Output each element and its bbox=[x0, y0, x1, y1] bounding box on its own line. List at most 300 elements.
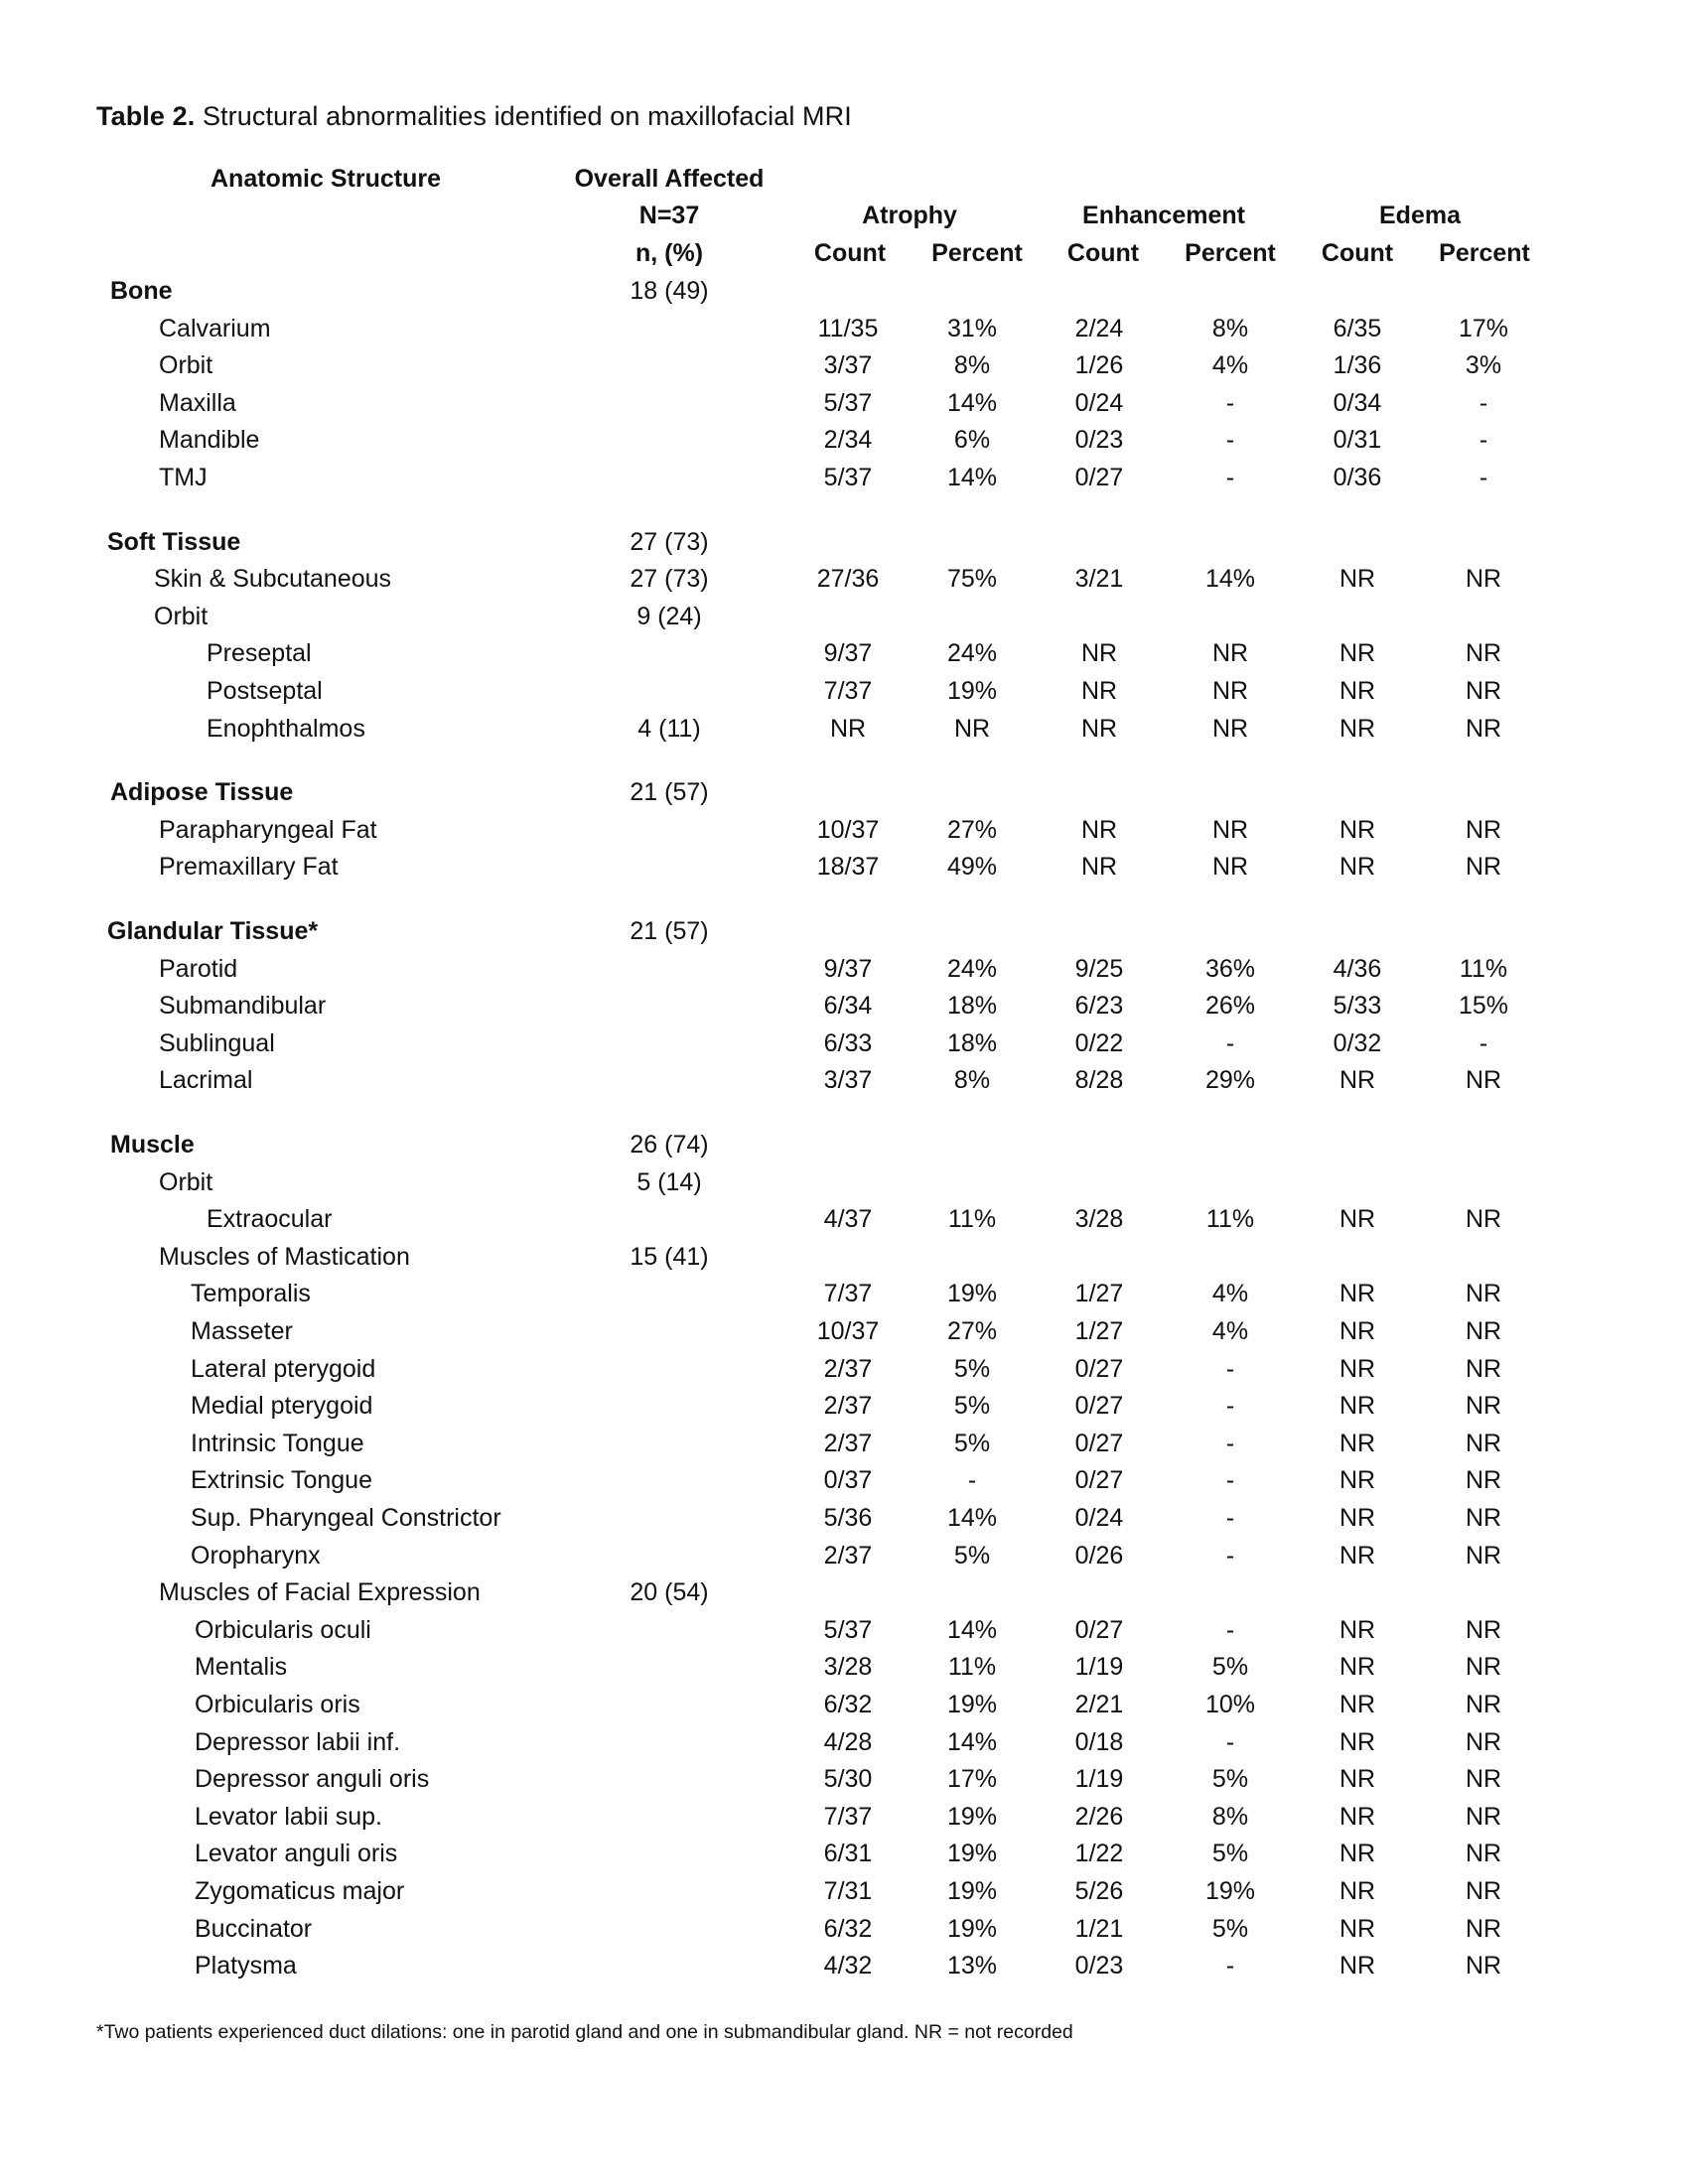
enhancement-count-value: 0/27 bbox=[1074, 1355, 1124, 1383]
edema-count-value: NR bbox=[1338, 1616, 1376, 1644]
table-row bbox=[0, 1280, 1688, 1316]
atrophy-percent-value: 24% bbox=[946, 639, 998, 667]
enhancement-percent-value: 14% bbox=[1204, 565, 1256, 593]
enhancement-percent-value: - bbox=[1225, 1728, 1235, 1756]
enhancement-percent-value: 10% bbox=[1204, 1691, 1256, 1718]
overall-affected-value: 27 (73) bbox=[630, 565, 709, 593]
table-row bbox=[0, 1542, 1688, 1578]
atrophy-count-value: 27/36 bbox=[816, 565, 880, 593]
atrophy-percent-value: 19% bbox=[946, 1691, 998, 1718]
atrophy-count-value: 2/37 bbox=[823, 1392, 873, 1420]
structure-label: Skin & Subcutaneous bbox=[154, 565, 392, 593]
atrophy-percent-value: 5% bbox=[953, 1392, 991, 1420]
edema-count-value: 0/32 bbox=[1333, 1029, 1382, 1057]
structure-label: Mandible bbox=[159, 426, 260, 454]
edema-count-value: 0/34 bbox=[1333, 389, 1382, 417]
enhancement-percent-value: - bbox=[1225, 1355, 1235, 1383]
enhancement-percent-value: 29% bbox=[1204, 1066, 1256, 1094]
structure-label: Postseptal bbox=[207, 677, 323, 705]
atrophy-count-value: 0/37 bbox=[823, 1466, 873, 1494]
enhancement-count-value: 0/23 bbox=[1074, 426, 1124, 454]
table-row bbox=[0, 1803, 1688, 1840]
table-row bbox=[0, 1243, 1688, 1280]
header-enhancement-percent: Percent bbox=[1185, 239, 1276, 267]
edema-percent-value: NR bbox=[1465, 1504, 1502, 1532]
enhancement-percent-value: 26% bbox=[1204, 992, 1256, 1020]
header-edema-count: Count bbox=[1321, 239, 1394, 267]
atrophy-percent-value: 5% bbox=[953, 1430, 991, 1457]
structure-label: Submandibular bbox=[159, 992, 327, 1020]
atrophy-count-value: 5/37 bbox=[823, 1616, 873, 1644]
enhancement-count-value: 0/27 bbox=[1074, 1430, 1124, 1457]
header-overall-n-pct: n, (%) bbox=[634, 239, 704, 267]
atrophy-percent-value: 14% bbox=[946, 1728, 998, 1756]
table-row bbox=[0, 1029, 1688, 1066]
structure-label: Orbit bbox=[159, 1168, 213, 1196]
edema-count-value: NR bbox=[1338, 1504, 1376, 1532]
edema-count-value: NR bbox=[1338, 1877, 1376, 1905]
structure-label: Calvarium bbox=[159, 315, 271, 342]
structure-label: Lateral pterygoid bbox=[191, 1355, 376, 1383]
table-row bbox=[0, 389, 1688, 426]
atrophy-percent-value: 27% bbox=[946, 1317, 998, 1345]
edema-percent-value: NR bbox=[1465, 1317, 1502, 1345]
atrophy-count-value: 6/32 bbox=[823, 1691, 873, 1718]
enhancement-count-value: 5/26 bbox=[1074, 1877, 1124, 1905]
overall-affected-value: 21 (57) bbox=[630, 778, 709, 806]
table-number: Table 2. bbox=[96, 101, 196, 131]
edema-count-value: NR bbox=[1338, 816, 1376, 844]
structure-label: Orbicularis oris bbox=[195, 1691, 360, 1718]
structure-label: Muscle bbox=[110, 1131, 195, 1159]
atrophy-percent-value: 18% bbox=[946, 1029, 998, 1057]
edema-percent-value: NR bbox=[1465, 816, 1502, 844]
table-row bbox=[0, 1952, 1688, 1988]
edema-count-value: NR bbox=[1338, 1542, 1376, 1570]
edema-count-value: NR bbox=[1338, 853, 1376, 881]
structure-label: Platysma bbox=[195, 1952, 297, 1979]
atrophy-count-value: 10/37 bbox=[816, 1317, 880, 1345]
atrophy-count-value: 2/37 bbox=[823, 1542, 873, 1570]
atrophy-percent-value: 19% bbox=[946, 1280, 998, 1307]
structure-label: Parapharyngeal Fat bbox=[159, 816, 377, 844]
atrophy-percent-value: - bbox=[967, 1466, 977, 1494]
edema-percent-value: - bbox=[1478, 426, 1488, 454]
header-atrophy: Atrophy bbox=[862, 202, 957, 229]
footnote: *Two patients experienced duct dilations: one in parotid gland and one in submandibular gland. NR = not recorded bbox=[96, 2021, 1073, 2043]
edema-count-value: NR bbox=[1338, 1840, 1376, 1867]
structure-label: Masseter bbox=[191, 1317, 293, 1345]
structure-label: Glandular Tissue* bbox=[107, 917, 319, 945]
atrophy-percent-value: 8% bbox=[953, 1066, 991, 1094]
enhancement-count-value: NR bbox=[1080, 715, 1118, 743]
edema-count-value: 4/36 bbox=[1333, 955, 1382, 983]
edema-count-value: NR bbox=[1338, 1355, 1376, 1383]
edema-percent-value: NR bbox=[1465, 1803, 1502, 1831]
atrophy-count-value: 10/37 bbox=[816, 816, 880, 844]
structure-label: Soft Tissue bbox=[107, 528, 241, 556]
edema-percent-value: NR bbox=[1465, 1205, 1502, 1233]
edema-count-value: 0/31 bbox=[1333, 426, 1382, 454]
enhancement-percent-value: 36% bbox=[1204, 955, 1256, 983]
enhancement-percent-value: - bbox=[1225, 1616, 1235, 1644]
edema-percent-value: 15% bbox=[1458, 992, 1509, 1020]
table-row bbox=[0, 1466, 1688, 1503]
edema-percent-value: NR bbox=[1465, 1392, 1502, 1420]
enhancement-count-value: 1/19 bbox=[1074, 1765, 1124, 1793]
enhancement-percent-value: - bbox=[1225, 1504, 1235, 1532]
edema-percent-value: NR bbox=[1465, 853, 1502, 881]
edema-percent-value: NR bbox=[1465, 1066, 1502, 1094]
structure-label: Adipose Tissue bbox=[110, 778, 294, 806]
overall-affected-value: 21 (57) bbox=[630, 917, 709, 945]
structure-label: Sup. Pharyngeal Constrictor bbox=[191, 1504, 501, 1532]
edema-percent-value: NR bbox=[1465, 1466, 1502, 1494]
atrophy-percent-value: 6% bbox=[953, 426, 991, 454]
atrophy-count-value: 11/35 bbox=[817, 315, 879, 342]
table-row bbox=[0, 992, 1688, 1028]
atrophy-count-value: 7/37 bbox=[823, 677, 873, 705]
atrophy-count-value: 6/34 bbox=[823, 992, 873, 1020]
structure-label: Bone bbox=[110, 277, 173, 305]
structure-label: Lacrimal bbox=[159, 1066, 253, 1094]
enhancement-count-value: 0/27 bbox=[1074, 1392, 1124, 1420]
atrophy-percent-value: 11% bbox=[947, 1205, 997, 1233]
structure-label: Depressor labii inf. bbox=[195, 1728, 401, 1756]
edema-percent-value: 3% bbox=[1465, 351, 1502, 379]
enhancement-count-value: 0/23 bbox=[1074, 1952, 1124, 1979]
atrophy-count-value: 5/37 bbox=[823, 389, 873, 417]
atrophy-percent-value: 11% bbox=[947, 1653, 997, 1681]
edema-percent-value: - bbox=[1478, 1029, 1488, 1057]
table-row bbox=[0, 1691, 1688, 1727]
atrophy-count-value: 7/37 bbox=[823, 1280, 873, 1307]
structure-label: Temporalis bbox=[191, 1280, 311, 1307]
enhancement-count-value: 3/21 bbox=[1074, 565, 1124, 593]
edema-percent-value: - bbox=[1478, 464, 1488, 491]
atrophy-percent-value: 5% bbox=[953, 1542, 991, 1570]
edema-count-value: NR bbox=[1338, 1280, 1376, 1307]
structure-label: Extrinsic Tongue bbox=[191, 1466, 372, 1494]
enhancement-count-value: 1/21 bbox=[1074, 1915, 1124, 1943]
header-atrophy-count: Count bbox=[813, 239, 887, 267]
section-row bbox=[0, 778, 1688, 815]
enhancement-count-value: 3/28 bbox=[1074, 1205, 1124, 1233]
table-row bbox=[0, 1504, 1688, 1541]
edema-count-value: NR bbox=[1338, 1466, 1376, 1494]
atrophy-count-value: 3/28 bbox=[823, 1653, 873, 1681]
structure-label: Orbit bbox=[154, 603, 209, 630]
structure-label: Preseptal bbox=[207, 639, 312, 667]
enhancement-percent-value: 5% bbox=[1211, 1840, 1249, 1867]
enhancement-count-value: 1/19 bbox=[1074, 1653, 1124, 1681]
table-row bbox=[0, 1392, 1688, 1429]
header-atrophy-percent: Percent bbox=[931, 239, 1023, 267]
enhancement-count-value: 8/28 bbox=[1074, 1066, 1124, 1094]
enhancement-count-value: 1/27 bbox=[1074, 1317, 1124, 1345]
table-row bbox=[0, 715, 1688, 751]
structure-label: Orbicularis oculi bbox=[195, 1616, 371, 1644]
atrophy-count-value: 9/37 bbox=[823, 955, 873, 983]
atrophy-percent-value: 75% bbox=[946, 565, 998, 593]
edema-count-value: 0/36 bbox=[1333, 464, 1382, 491]
atrophy-count-value: 2/37 bbox=[823, 1430, 873, 1457]
edema-percent-value: NR bbox=[1465, 1765, 1502, 1793]
section-row bbox=[0, 528, 1688, 565]
header-overall-affected: Overall Affected bbox=[574, 165, 765, 193]
atrophy-count-value: 6/32 bbox=[823, 1915, 873, 1943]
atrophy-count-value: 9/37 bbox=[823, 639, 873, 667]
edema-count-value: NR bbox=[1338, 1653, 1376, 1681]
edema-percent-value: NR bbox=[1465, 1280, 1502, 1307]
edema-count-value: NR bbox=[1338, 1803, 1376, 1831]
edema-percent-value: NR bbox=[1465, 677, 1502, 705]
edema-percent-value: NR bbox=[1465, 565, 1502, 593]
structure-label: TMJ bbox=[159, 464, 208, 491]
enhancement-percent-value: - bbox=[1225, 1466, 1235, 1494]
enhancement-count-value: 0/27 bbox=[1074, 1466, 1124, 1494]
edema-count-value: NR bbox=[1338, 639, 1376, 667]
structure-label: Levator labii sup. bbox=[195, 1803, 383, 1831]
overall-affected-value: 26 (74) bbox=[630, 1131, 709, 1159]
enhancement-count-value: 0/24 bbox=[1074, 1504, 1124, 1532]
table-row bbox=[0, 1840, 1688, 1876]
overall-affected-value: 15 (41) bbox=[630, 1243, 709, 1271]
edema-count-value: 6/35 bbox=[1333, 315, 1382, 342]
overall-affected-value: 5 (14) bbox=[636, 1168, 702, 1196]
enhancement-percent-value: - bbox=[1225, 389, 1235, 417]
edema-count-value: NR bbox=[1338, 1728, 1376, 1756]
table-row bbox=[0, 603, 1688, 639]
enhancement-percent-value: NR bbox=[1211, 639, 1249, 667]
enhancement-percent-value: 5% bbox=[1211, 1653, 1249, 1681]
atrophy-percent-value: 14% bbox=[946, 1616, 998, 1644]
atrophy-count-value: 3/37 bbox=[823, 1066, 873, 1094]
edema-percent-value: NR bbox=[1465, 1430, 1502, 1457]
enhancement-count-value: 0/27 bbox=[1074, 1616, 1124, 1644]
table-row bbox=[0, 1616, 1688, 1653]
enhancement-percent-value: - bbox=[1225, 1952, 1235, 1979]
table-row bbox=[0, 1728, 1688, 1765]
atrophy-percent-value: 19% bbox=[946, 1877, 998, 1905]
section-row bbox=[0, 1131, 1688, 1167]
atrophy-percent-value: 14% bbox=[946, 389, 998, 417]
structure-label: Sublingual bbox=[159, 1029, 275, 1057]
edema-percent-value: NR bbox=[1465, 1616, 1502, 1644]
table-row bbox=[0, 677, 1688, 714]
atrophy-count-value: 5/37 bbox=[823, 464, 873, 491]
atrophy-count-value: 4/28 bbox=[823, 1728, 873, 1756]
edema-count-value: NR bbox=[1338, 1392, 1376, 1420]
edema-percent-value: NR bbox=[1465, 1840, 1502, 1867]
overall-affected-value: 20 (54) bbox=[630, 1578, 709, 1606]
edema-count-value: NR bbox=[1338, 1952, 1376, 1979]
edema-count-value: NR bbox=[1338, 1915, 1376, 1943]
structure-label: Muscles of Facial Expression bbox=[159, 1578, 481, 1606]
enhancement-count-value: 0/26 bbox=[1074, 1542, 1124, 1570]
edema-count-value: 1/36 bbox=[1333, 351, 1382, 379]
atrophy-count-value: 2/34 bbox=[823, 426, 873, 454]
atrophy-count-value: 5/30 bbox=[823, 1765, 873, 1793]
enhancement-count-value: NR bbox=[1080, 853, 1118, 881]
atrophy-count-value: 6/31 bbox=[823, 1840, 873, 1867]
enhancement-count-value: 0/22 bbox=[1074, 1029, 1124, 1057]
table-row bbox=[0, 853, 1688, 889]
enhancement-percent-value: - bbox=[1225, 426, 1235, 454]
edema-percent-value: NR bbox=[1465, 639, 1502, 667]
table-row bbox=[0, 1915, 1688, 1952]
structure-label: Muscles of Mastication bbox=[159, 1243, 410, 1271]
table-row bbox=[0, 426, 1688, 463]
enhancement-percent-value: - bbox=[1225, 1542, 1235, 1570]
structure-label: Oropharynx bbox=[191, 1542, 321, 1570]
enhancement-percent-value: - bbox=[1225, 1430, 1235, 1457]
structure-label: Medial pterygoid bbox=[191, 1392, 373, 1420]
edema-count-value: NR bbox=[1338, 1317, 1376, 1345]
enhancement-count-value: 1/22 bbox=[1074, 1840, 1124, 1867]
structure-label: Maxilla bbox=[159, 389, 236, 417]
enhancement-count-value: 2/24 bbox=[1074, 315, 1124, 342]
enhancement-count-value: NR bbox=[1080, 639, 1118, 667]
atrophy-percent-value: 24% bbox=[946, 955, 998, 983]
header-edema: Edema bbox=[1379, 202, 1461, 229]
atrophy-percent-value: 14% bbox=[946, 464, 998, 491]
atrophy-percent-value: 19% bbox=[946, 677, 998, 705]
enhancement-count-value: 0/27 bbox=[1074, 464, 1124, 491]
table-row bbox=[0, 1066, 1688, 1103]
header-overall-n: N=37 bbox=[638, 202, 700, 229]
table-row bbox=[0, 639, 1688, 676]
structure-label: Orbit bbox=[159, 351, 213, 379]
overall-affected-value: 27 (73) bbox=[630, 528, 709, 556]
enhancement-count-value: 2/26 bbox=[1074, 1803, 1124, 1831]
structure-label: Premaxillary Fat bbox=[159, 853, 339, 881]
edema-percent-value: 17% bbox=[1458, 315, 1509, 342]
structure-label: Enophthalmos bbox=[207, 715, 365, 743]
edema-count-value: NR bbox=[1338, 1205, 1376, 1233]
enhancement-count-value: NR bbox=[1080, 816, 1118, 844]
enhancement-count-value: 0/24 bbox=[1074, 389, 1124, 417]
atrophy-percent-value: 31% bbox=[946, 315, 998, 342]
table-row bbox=[0, 1877, 1688, 1914]
atrophy-percent-value: 14% bbox=[946, 1504, 998, 1532]
edema-percent-value: NR bbox=[1465, 1915, 1502, 1943]
enhancement-percent-value: 4% bbox=[1211, 1280, 1249, 1307]
table-row bbox=[0, 1168, 1688, 1205]
atrophy-count-value: 18/37 bbox=[816, 853, 880, 881]
enhancement-percent-value: 8% bbox=[1211, 1803, 1249, 1831]
atrophy-percent-value: 13% bbox=[946, 1952, 998, 1979]
structure-label: Parotid bbox=[159, 955, 238, 983]
atrophy-percent-value: 27% bbox=[946, 816, 998, 844]
table-title bbox=[96, 101, 852, 132]
atrophy-percent-value: 19% bbox=[946, 1840, 998, 1867]
table-row bbox=[0, 351, 1688, 388]
edema-count-value: NR bbox=[1338, 1765, 1376, 1793]
structure-label: Depressor anguli oris bbox=[195, 1765, 430, 1793]
enhancement-percent-value: 5% bbox=[1211, 1765, 1249, 1793]
atrophy-percent-value: 17% bbox=[946, 1765, 998, 1793]
table-row bbox=[0, 565, 1688, 602]
enhancement-count-value: 2/21 bbox=[1074, 1691, 1124, 1718]
table-row bbox=[0, 1765, 1688, 1802]
edema-count-value: NR bbox=[1338, 715, 1376, 743]
table-row bbox=[0, 315, 1688, 351]
enhancement-percent-value: - bbox=[1225, 1392, 1235, 1420]
section-row bbox=[0, 277, 1688, 314]
table-row bbox=[0, 1430, 1688, 1466]
atrophy-count-value: 4/37 bbox=[823, 1205, 873, 1233]
edema-count-value: NR bbox=[1338, 677, 1376, 705]
table-row bbox=[0, 1317, 1688, 1354]
edema-percent-value: NR bbox=[1465, 715, 1502, 743]
enhancement-percent-value: 19% bbox=[1204, 1877, 1256, 1905]
enhancement-percent-value: 4% bbox=[1211, 351, 1249, 379]
structure-label: Levator anguli oris bbox=[195, 1840, 398, 1867]
enhancement-percent-value: NR bbox=[1211, 715, 1249, 743]
atrophy-percent-value: 8% bbox=[953, 351, 991, 379]
atrophy-percent-value: 49% bbox=[946, 853, 998, 881]
table-row bbox=[0, 955, 1688, 992]
atrophy-percent-value: 19% bbox=[946, 1915, 998, 1943]
structure-label: Zygomaticus major bbox=[195, 1877, 405, 1905]
enhancement-count-value: 9/25 bbox=[1074, 955, 1124, 983]
atrophy-percent-value: 19% bbox=[946, 1803, 998, 1831]
enhancement-percent-value: NR bbox=[1211, 816, 1249, 844]
atrophy-count-value: NR bbox=[829, 715, 867, 743]
atrophy-percent-value: 5% bbox=[953, 1355, 991, 1383]
header-edema-percent: Percent bbox=[1439, 239, 1530, 267]
atrophy-count-value: 7/31 bbox=[823, 1877, 873, 1905]
header-enhancement-count: Count bbox=[1066, 239, 1140, 267]
atrophy-percent-value: NR bbox=[953, 715, 991, 743]
overall-affected-value: 18 (49) bbox=[630, 277, 709, 305]
edema-percent-value: NR bbox=[1465, 1877, 1502, 1905]
edema-percent-value: NR bbox=[1465, 1691, 1502, 1718]
enhancement-percent-value: 8% bbox=[1211, 315, 1249, 342]
enhancement-percent-value: NR bbox=[1211, 853, 1249, 881]
overall-affected-value: 9 (24) bbox=[636, 603, 702, 630]
header-enhancement: Enhancement bbox=[1082, 202, 1245, 229]
atrophy-count-value: 2/37 bbox=[823, 1355, 873, 1383]
atrophy-count-value: 4/32 bbox=[823, 1952, 873, 1979]
edema-percent-value: NR bbox=[1465, 1952, 1502, 1979]
edema-count-value: NR bbox=[1338, 565, 1376, 593]
structure-label: Buccinator bbox=[195, 1915, 313, 1943]
structure-label: Mentalis bbox=[195, 1653, 288, 1681]
atrophy-count-value: 5/36 bbox=[823, 1504, 873, 1532]
overall-affected-value: 4 (11) bbox=[637, 715, 701, 743]
structure-label: Extraocular bbox=[207, 1205, 333, 1233]
enhancement-count-value: NR bbox=[1080, 677, 1118, 705]
enhancement-percent-value: 4% bbox=[1211, 1317, 1249, 1345]
atrophy-count-value: 7/37 bbox=[823, 1803, 873, 1831]
atrophy-count-value: 6/33 bbox=[823, 1029, 873, 1057]
section-row bbox=[0, 917, 1688, 954]
edema-percent-value: NR bbox=[1465, 1653, 1502, 1681]
enhancement-percent-value: NR bbox=[1211, 677, 1249, 705]
edema-count-value: 5/33 bbox=[1333, 992, 1382, 1020]
edema-percent-value: NR bbox=[1465, 1728, 1502, 1756]
enhancement-percent-value: 11% bbox=[1205, 1205, 1255, 1233]
edema-percent-value: NR bbox=[1465, 1355, 1502, 1383]
atrophy-percent-value: 18% bbox=[946, 992, 998, 1020]
enhancement-count-value: 6/23 bbox=[1074, 992, 1124, 1020]
table-row bbox=[0, 1205, 1688, 1242]
edema-percent-value: 11% bbox=[1459, 955, 1508, 983]
enhancement-percent-value: 5% bbox=[1211, 1915, 1249, 1943]
table-row bbox=[0, 816, 1688, 853]
